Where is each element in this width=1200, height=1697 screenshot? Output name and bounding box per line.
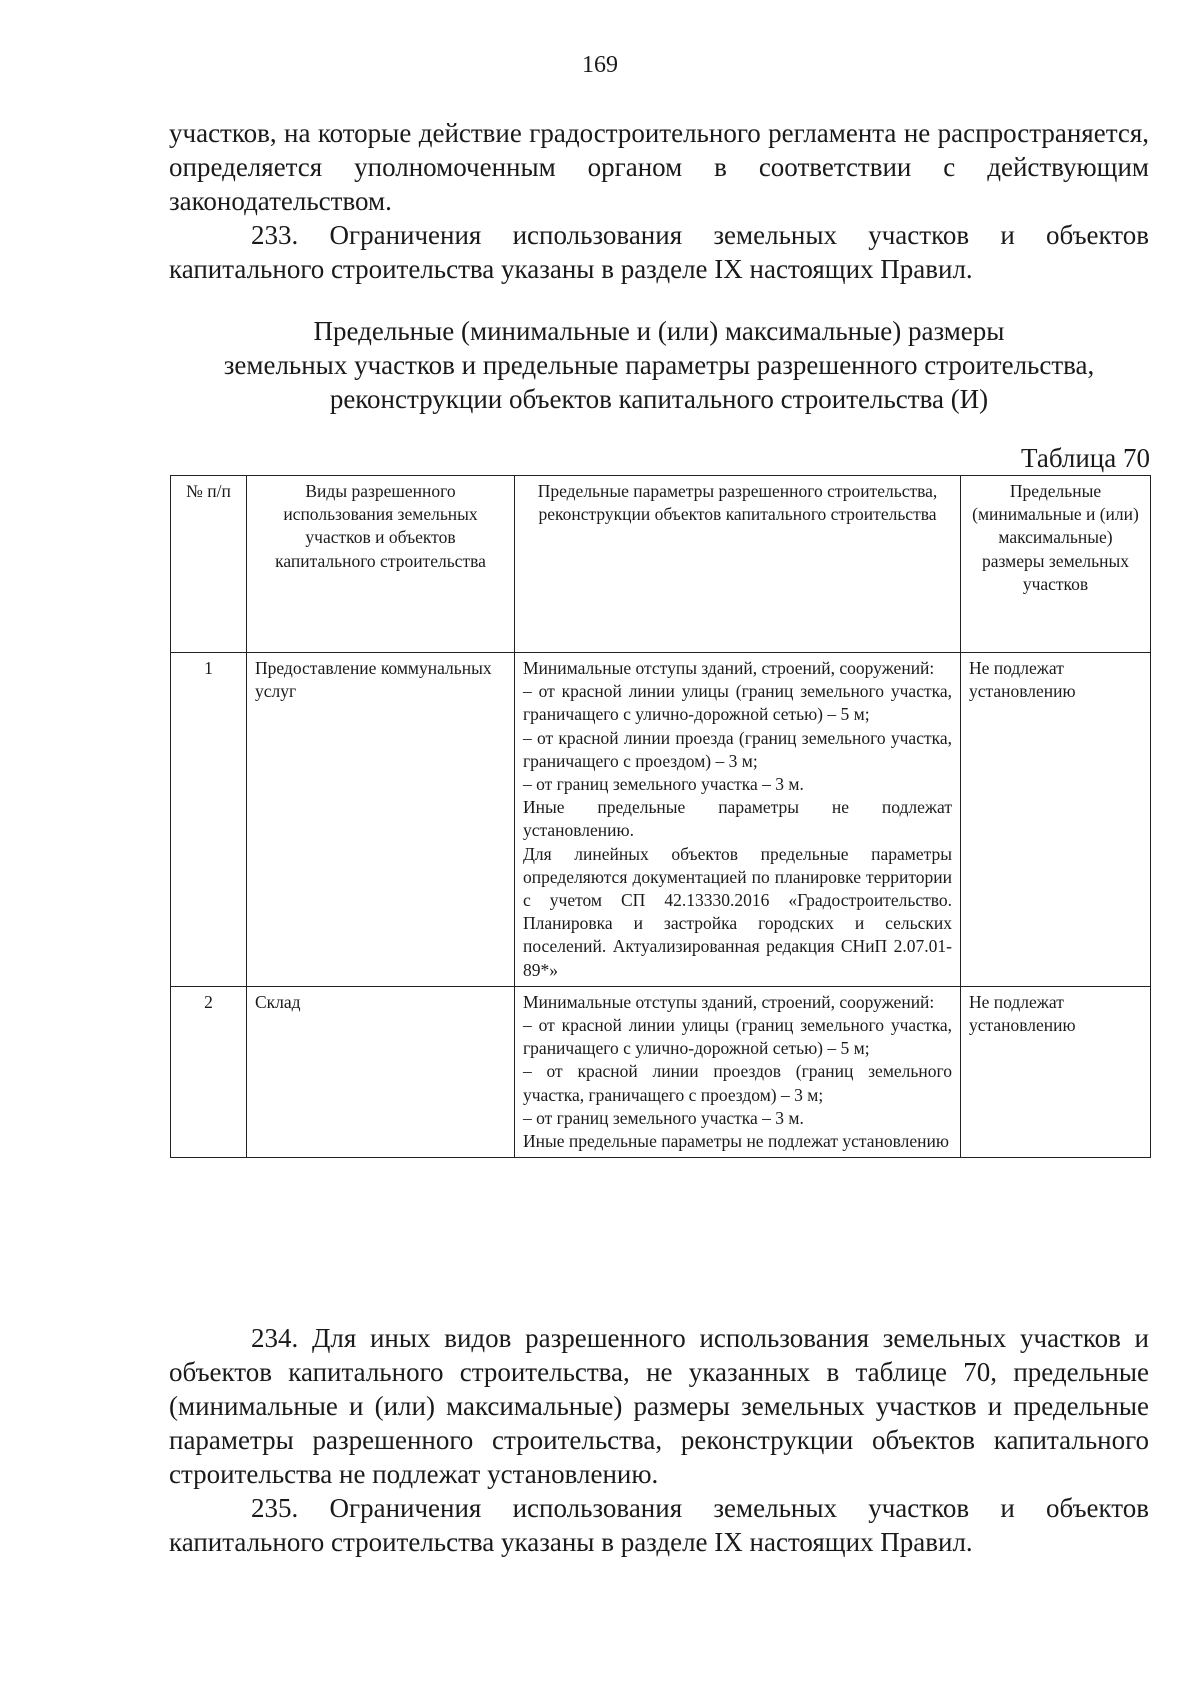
params-line: – от красной линии проезда (границ земельного участка, граничащего с проездом) – 3 м;	[523, 727, 952, 771]
params-line: Для линейных объектов предельные параметры определяются документацией по планировке территории с учетом СП 42.13330.2016 «Градостроительство. Планировка и застройка городских и сельских поселений. Актуализированная редакция СНиП 2.07.01-89*»	[523, 843, 952, 980]
row-params	[515, 986, 961, 1157]
header-sizes: Предельные (минимальные и (или) максимальные) размеры земельных участков	[961, 476, 1151, 653]
paragraph-continuation: участков, на которые действие градостроительного регламента не распространяется, определяется уполномоченным органом в соответствии с действующим законодательством.	[169, 118, 1149, 216]
header-num: № п/п	[171, 476, 247, 653]
params-line: Минимальные отступы зданий, строений, сооружений:	[523, 991, 935, 1012]
section-title	[169, 314, 1149, 416]
paragraph-234: 234. Для иных видов разрешенного использования земельных участков и объектов капитального строительства, не указанных в таблице 70, предельные (минимальные и (или) максимальные) размеры земельных участков и предельные параметры разрешенного строительства, реконструкции объектов капитального строительства не подлежат установлению.	[169, 1323, 1149, 1489]
params-line: – от красной линии проездов (границ земельного участка, граничащего с проездом) – 3 м;	[523, 1061, 952, 1105]
row-type: Предоставление коммунальных услуг	[247, 653, 515, 987]
row-num: 2	[171, 986, 247, 1157]
row-sizes: Не подлежат установлению	[961, 986, 1151, 1157]
params-line: Минимальные отступы зданий, строений, сооружений:	[523, 658, 935, 678]
params-line: Иные предельные параметры не подлежат установлению	[523, 1131, 949, 1152]
section-title-line-2: земельных участков и предельные параметры разрешенного строительства,	[223, 350, 1095, 380]
table-row	[171, 986, 1151, 1157]
params-line: – от красной линии улицы (границ земельного участка, граничащего с улично-дорожной сетью) – 5 м;	[523, 681, 952, 725]
row-params	[515, 653, 961, 987]
limits-table	[170, 475, 1151, 1158]
header-types: Виды разрешенного использования земельных участков и объектов капитального строительства	[247, 476, 515, 653]
table-row	[171, 653, 1151, 987]
params-line: Иные предельные параметры не подлежат установлению.	[523, 797, 952, 841]
row-type: Склад	[247, 986, 515, 1157]
header-params: Предельные параметры разрешенного строительства, реконструкции объектов капитального строительства	[515, 476, 961, 653]
paragraph-235: 235. Ограничения использования земельных участков и объектов капитального строительства указаны в разделе IX настоящих Правил.	[169, 1493, 1149, 1557]
row-num: 1	[171, 653, 247, 987]
params-line: – от красной линии улицы (границ земельного участка, граничащего с улично-дорожной сетью) – 5 м;	[523, 1015, 952, 1059]
table-header-row	[171, 476, 1151, 653]
page-number: 169	[582, 52, 618, 78]
paragraph-233: 233. Ограничения использования земельных участков и объектов капитального строительства указаны в разделе IX настоящих Правил.	[169, 220, 1149, 284]
params-line: – от границ земельного участка – 3 м.	[523, 1107, 804, 1128]
params-line: – от границ земельного участка – 3 м.	[523, 774, 804, 795]
row-sizes: Не подлежат установлению	[961, 653, 1151, 987]
table-caption: Таблица 70	[1021, 443, 1150, 473]
section-title-line-3: реконструкции объектов капитального строительства (И)	[329, 384, 989, 414]
section-title-line-1: Предельные (минимальные и (или) максимальные) размеры	[313, 316, 1005, 346]
